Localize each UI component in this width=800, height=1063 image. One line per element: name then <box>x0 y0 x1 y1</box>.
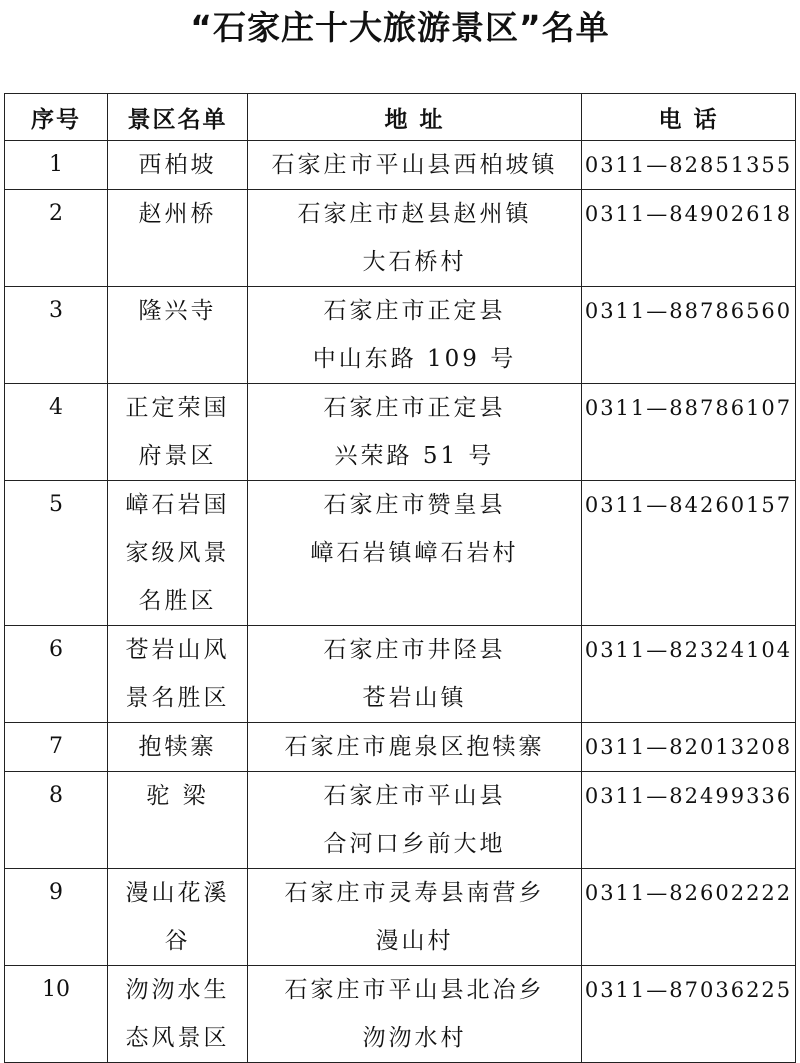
address-line: 石家庄市鹿泉区抱犊寨 <box>284 734 545 760</box>
cell-serial-number <box>5 869 108 966</box>
cell-address <box>248 966 582 1063</box>
table-body <box>5 141 796 1063</box>
table-row <box>5 287 796 384</box>
phone-number-text: 0311—84260157 <box>584 493 793 517</box>
cell-phone <box>582 772 796 869</box>
spot-name-line: 嶂石岩国 <box>125 492 230 518</box>
spot-name-line: 沕沕水生 <box>125 977 230 1003</box>
cell-serial-number <box>5 384 108 481</box>
cell-serial-number <box>5 772 108 869</box>
cell-address <box>248 141 582 190</box>
table-row <box>5 966 796 1063</box>
cell-serial-number <box>5 141 108 190</box>
address-line: 中山东路 109 号 <box>312 346 517 372</box>
address-line: 苍岩山镇 <box>362 685 467 711</box>
cell-phone <box>582 966 796 1063</box>
serial-number-text: 4 <box>49 395 63 420</box>
phone-number-text: 0311—88786107 <box>584 396 793 420</box>
serial-number-text: 2 <box>49 201 63 226</box>
address-line: 石家庄市正定县 <box>323 395 506 421</box>
address-line: 沕沕水村 <box>362 1025 467 1051</box>
address-line: 兴荣路 51 号 <box>334 443 495 469</box>
cell-phone <box>582 141 796 190</box>
cell-spot-name <box>108 141 248 190</box>
header-phone: 电 话 <box>582 94 796 141</box>
table-row <box>5 869 796 966</box>
cell-address <box>248 384 582 481</box>
cell-serial-number <box>5 723 108 772</box>
address-line: 石家庄市井陉县 <box>323 637 506 663</box>
address-line: 石家庄市平山县西柏坡镇 <box>271 152 558 178</box>
spot-name-line: 景名胜区 <box>125 685 230 711</box>
cell-phone <box>582 723 796 772</box>
phone-number-text: 0311—84902618 <box>584 202 793 226</box>
cell-phone <box>582 481 796 626</box>
cell-phone <box>582 384 796 481</box>
cell-spot-name <box>108 384 248 481</box>
serial-number-text: 8 <box>49 783 63 808</box>
address-line: 石家庄市赞皇县 <box>323 492 506 518</box>
address-line: 石家庄市平山县北冶乡 <box>284 977 545 1003</box>
serial-number-text: 9 <box>49 880 63 905</box>
header-spot-name: 景区名单 <box>108 94 248 141</box>
spot-name-line: 苍岩山风 <box>125 637 230 663</box>
spot-name-line: 漫山花溪 <box>125 880 230 906</box>
spot-name-line: 正定荣国 <box>125 395 230 421</box>
address-line: 漫山村 <box>375 928 454 954</box>
table-row <box>5 772 796 869</box>
header-address: 地 址 <box>248 94 582 141</box>
phone-number-text: 0311—87036225 <box>584 978 793 1002</box>
address-line: 石家庄市赵县赵州镇 <box>297 201 532 227</box>
spot-name-line: 谷 <box>164 928 191 954</box>
table-row <box>5 141 796 190</box>
cell-spot-name <box>108 190 248 287</box>
address-line: 大石桥村 <box>362 249 467 275</box>
serial-number-text: 6 <box>49 637 63 662</box>
cell-address <box>248 190 582 287</box>
phone-number-text: 0311—82602222 <box>584 881 793 905</box>
cell-spot-name <box>108 626 248 723</box>
phone-number-text: 0311—88786560 <box>584 299 793 323</box>
cell-phone <box>582 190 796 287</box>
cell-address <box>248 626 582 723</box>
phone-number-text: 0311—82851355 <box>584 153 793 177</box>
spot-name-line: 西柏坡 <box>138 152 217 178</box>
cell-address <box>248 481 582 626</box>
cell-phone <box>582 287 796 384</box>
serial-number-text: 3 <box>49 298 63 323</box>
cell-serial-number <box>5 966 108 1063</box>
address-line: 嶂石岩镇嶂石岩村 <box>310 540 519 566</box>
cell-spot-name <box>108 481 248 626</box>
spot-name-line: 府景区 <box>138 443 217 469</box>
spot-name-line: 抱犊寨 <box>138 734 217 760</box>
cell-spot-name <box>108 966 248 1063</box>
scenic-spots-table <box>4 93 796 1063</box>
table-header-row <box>5 94 796 141</box>
spot-name-line: 驼 梁 <box>146 783 209 809</box>
cell-spot-name <box>108 287 248 384</box>
cell-address <box>248 287 582 384</box>
header-serial-number: 序号 <box>5 94 108 141</box>
cell-phone <box>582 869 796 966</box>
cell-serial-number <box>5 287 108 384</box>
address-line: 合河口乡前大地 <box>323 831 506 857</box>
cell-address <box>248 723 582 772</box>
phone-number-text: 0311—82013208 <box>584 735 793 759</box>
cell-serial-number <box>5 626 108 723</box>
table-row <box>5 384 796 481</box>
address-line: 石家庄市灵寿县南营乡 <box>284 880 545 906</box>
cell-spot-name <box>108 869 248 966</box>
cell-spot-name <box>108 772 248 869</box>
cell-serial-number <box>5 190 108 287</box>
spot-name-line: 赵州桥 <box>138 201 217 227</box>
cell-address <box>248 869 582 966</box>
cell-spot-name <box>108 723 248 772</box>
document-title: “石家庄十大旅游景区”名单 <box>190 8 610 47</box>
serial-number-text: 5 <box>49 492 63 517</box>
spot-name-line: 隆兴寺 <box>138 298 217 324</box>
address-line: 石家庄市正定县 <box>323 298 506 324</box>
address-line: 石家庄市平山县 <box>323 783 506 809</box>
serial-number-text: 10 <box>42 977 70 1002</box>
spot-name-line: 态风景区 <box>125 1025 230 1051</box>
phone-number-text: 0311—82499336 <box>584 784 793 808</box>
phone-number-text: 0311—82324104 <box>584 638 793 662</box>
spot-name-line: 家级风景 <box>125 540 230 566</box>
serial-number-text: 7 <box>49 734 63 759</box>
serial-number-text: 1 <box>49 152 63 177</box>
cell-phone <box>582 626 796 723</box>
table-row <box>5 626 796 723</box>
table-row <box>5 481 796 626</box>
spot-name-line: 名胜区 <box>138 588 217 614</box>
table-row <box>5 723 796 772</box>
cell-serial-number <box>5 481 108 626</box>
cell-address <box>248 772 582 869</box>
table-row <box>5 190 796 287</box>
